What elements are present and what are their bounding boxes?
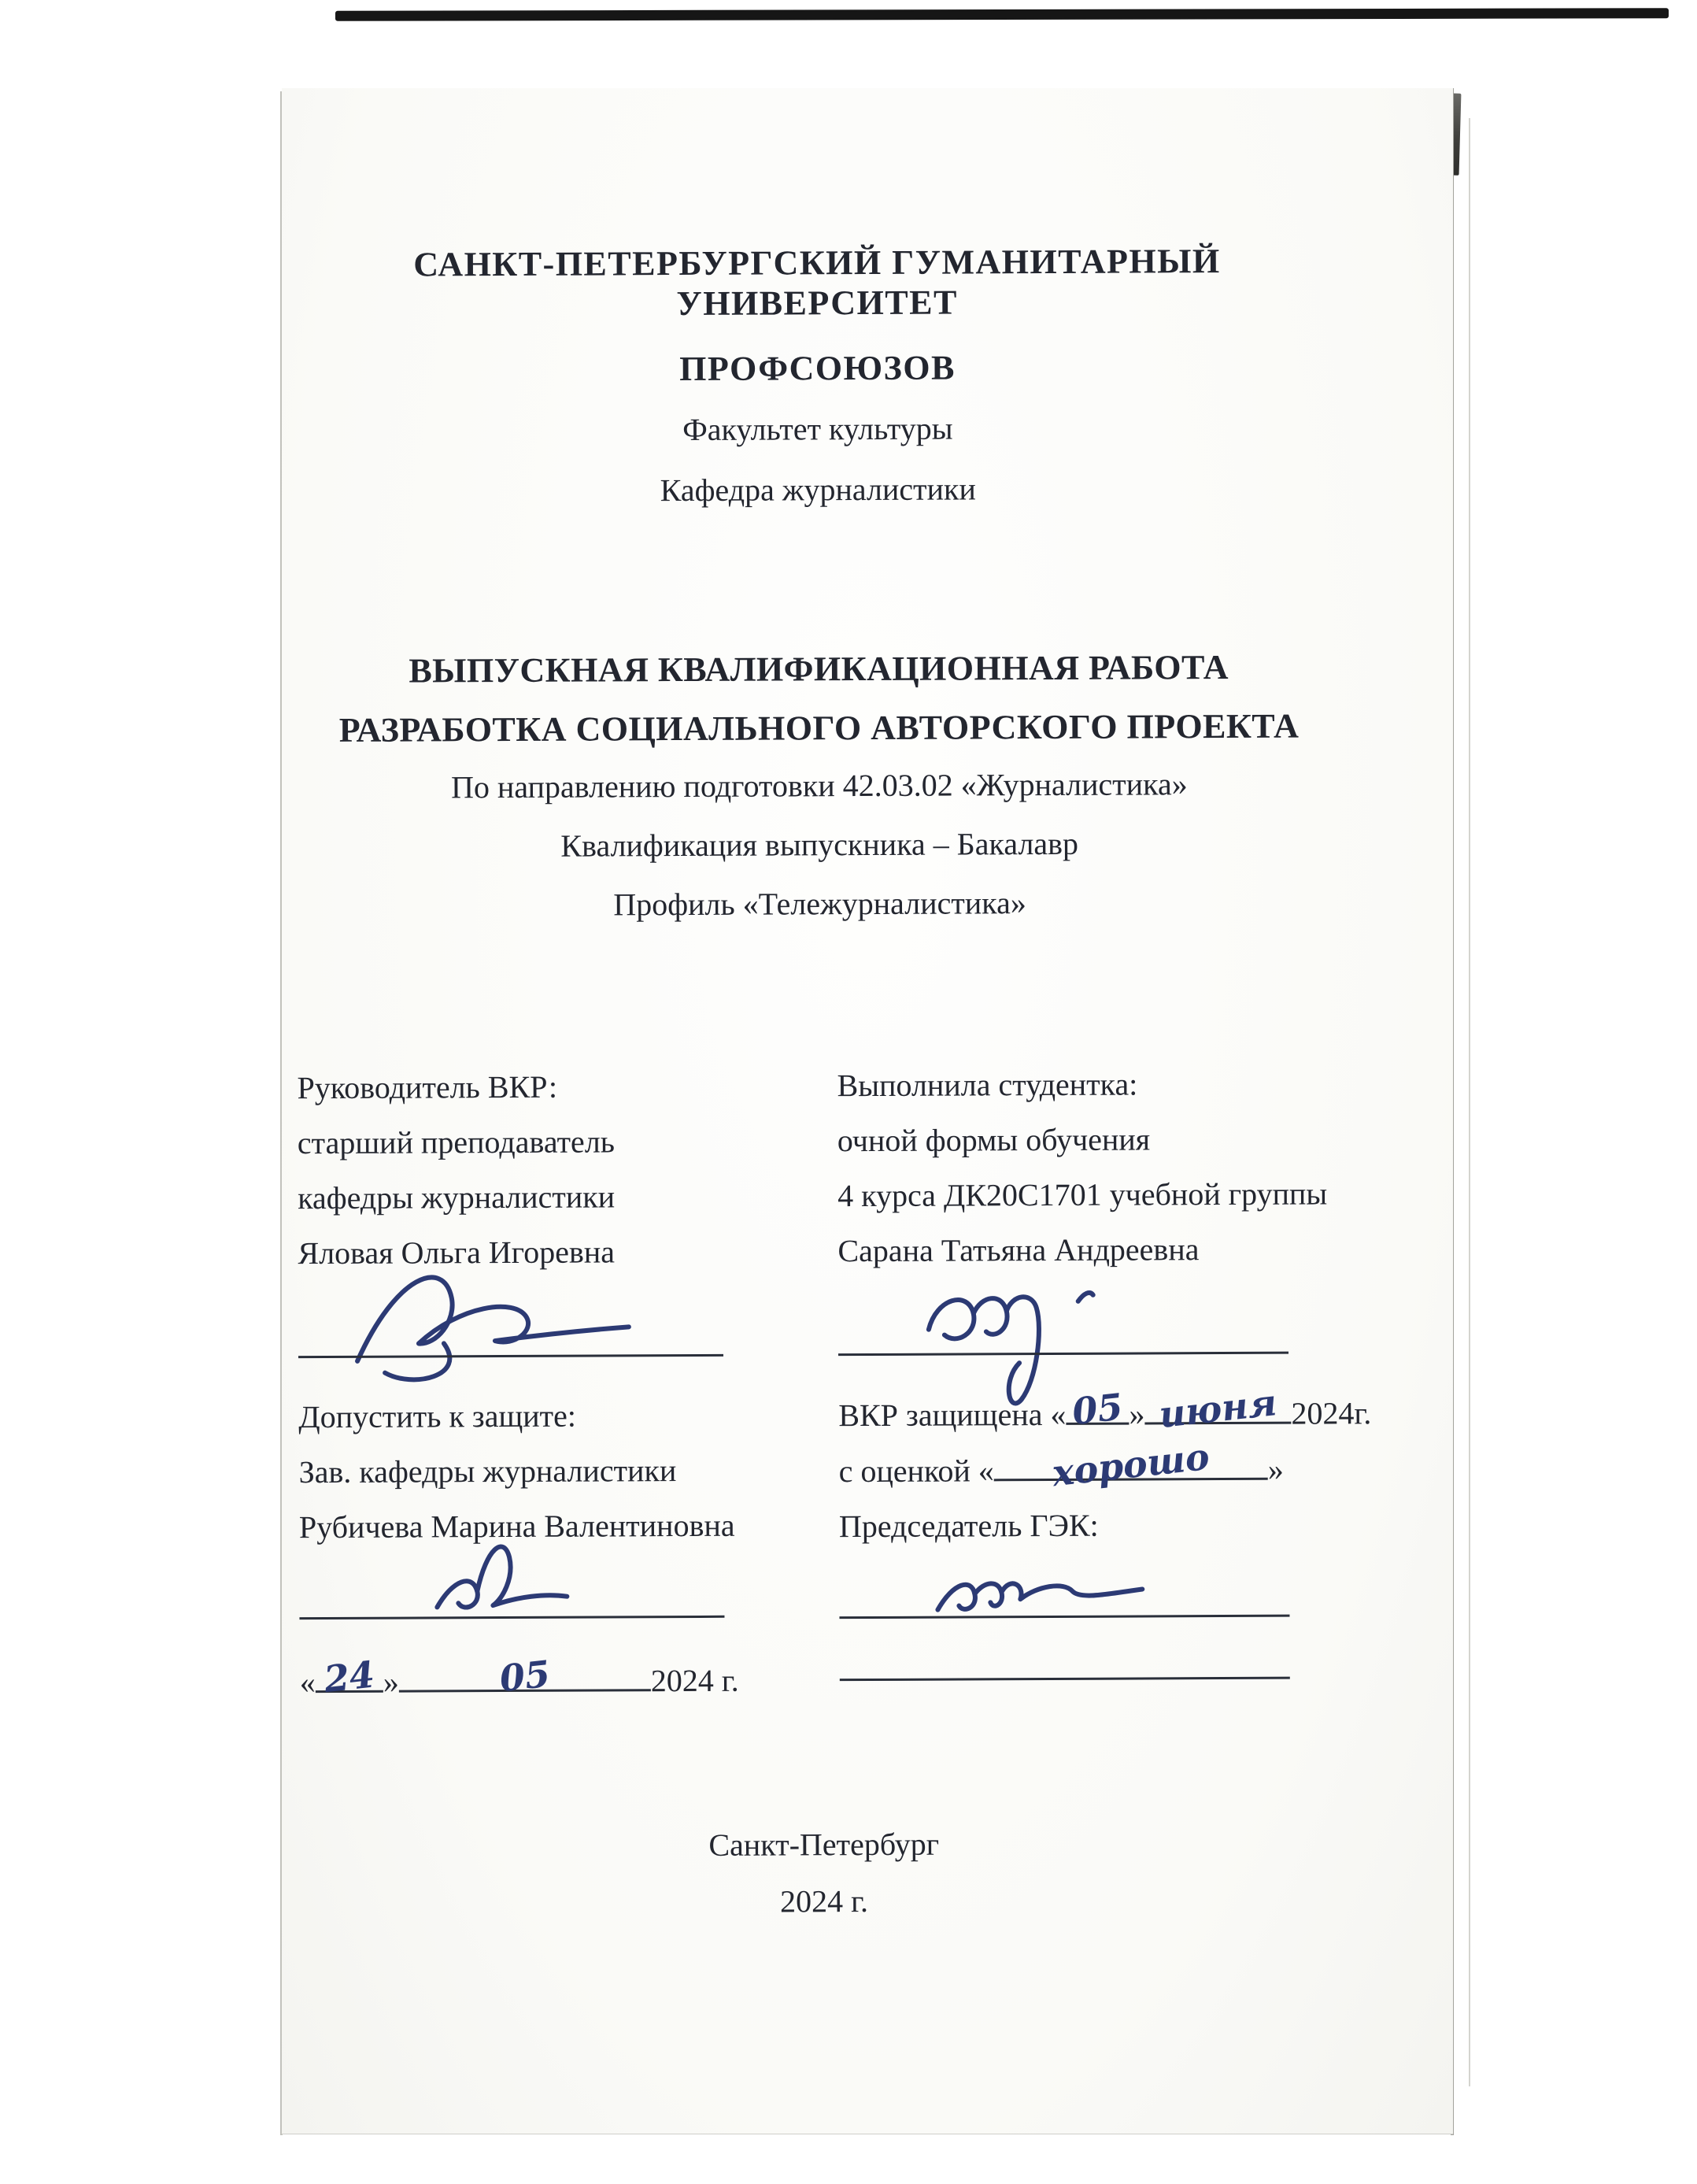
supervisor-signature-area: [298, 1279, 802, 1366]
grade-suffix: »: [1267, 1451, 1284, 1487]
chairman-signature-area: [839, 1552, 1437, 1627]
student-name: Сарана Татьяна Андреевна: [837, 1231, 1200, 1269]
admission-day-blank: [316, 1653, 383, 1701]
profile-line: Профиль «Тележурналистика»: [613, 885, 1026, 923]
direction-line: По направлению подготовки 42.03.02 «Журналистика»: [450, 766, 1188, 805]
university-name-line1: САНКТ-ПЕТЕРБУРГСКИЙ ГУМАНИТАРНЫЙ УНИВЕРСИТЕТ: [413, 242, 1221, 324]
admission-name: Рубичева Марина Валентиновна: [298, 1507, 735, 1545]
quote-close: »: [383, 1664, 399, 1700]
grade-prefix: с оценкой «: [838, 1453, 994, 1490]
student-column: [837, 1056, 1436, 1364]
admission-day-handwriting: 24: [322, 1653, 377, 1701]
work-title-block: [284, 646, 1355, 946]
admission-year: 2024 г.: [650, 1662, 739, 1699]
footer-city: Санкт-Петербург: [708, 1826, 940, 1863]
admission-defense-block: [298, 1381, 1460, 1710]
work-name-title: РАЗРАБОТКА СОЦИАЛЬНОГО АВТОРСКОГО ПРОЕКТА: [338, 706, 1300, 750]
chairman-label: Председатель ГЭК:: [838, 1507, 1099, 1545]
supervisor-column: [297, 1058, 802, 1366]
defense-day-handwriting: 05: [1070, 1385, 1126, 1434]
title-page-content: [282, 86, 1462, 2136]
admission-signature-area: [299, 1553, 803, 1627]
supervisor-label: Руководитель ВКР:: [297, 1068, 558, 1106]
chairman-signature-icon: [914, 1542, 1174, 1637]
footer-year: 2024 г.: [779, 1883, 869, 1919]
defense-month-blank: [1144, 1381, 1291, 1437]
supervisor-position-line2: кафедры журналистики: [298, 1179, 616, 1216]
supervisor-position-line1: старший преподаватель: [297, 1123, 616, 1161]
student-info-line2: 4 курса ДК20С1701 учебной группы: [837, 1175, 1328, 1214]
defense-column: [838, 1381, 1438, 1708]
defense-quote-close: »: [1129, 1396, 1145, 1432]
qualification-line: Квалификация выпускника – Бакалавр: [560, 825, 1079, 864]
title-page: [282, 88, 1453, 2134]
grade-row: [838, 1434, 1437, 1499]
grade-handwriting: хорошо: [1050, 1434, 1212, 1495]
university-name-line2: ПРОФСОЮЗОВ: [679, 348, 956, 389]
student-info-line1: очной формы обучения: [837, 1121, 1151, 1159]
defense-month-handwriting: июня: [1157, 1381, 1279, 1437]
chairman-extra-blank-line: [840, 1677, 1290, 1681]
footer-block: [290, 1814, 1359, 1932]
defense-date-row: [838, 1381, 1436, 1443]
supervisor-student-block: [297, 1056, 1459, 1366]
page-right-edge-shadow: [1469, 118, 1470, 2086]
defense-year: 2024г.: [1291, 1395, 1372, 1431]
supervisor-signature-icon: [321, 1242, 660, 1401]
quote-open: «: [299, 1664, 316, 1701]
supervisor-name: Яловая Ольга Игоревна: [298, 1234, 616, 1272]
admission-label: Допустить к защите:: [298, 1397, 577, 1435]
admission-position: Зав. кафедры журналистики: [298, 1453, 677, 1490]
faculty-line: Факультет культуры: [682, 410, 953, 448]
admission-month-handwriting: 05: [497, 1652, 553, 1701]
admission-date-row: [300, 1652, 804, 1710]
scan-artifact-top-bar: [335, 8, 1669, 21]
student-signature-area: [838, 1276, 1436, 1364]
admission-column: [298, 1387, 804, 1710]
university-header: [283, 240, 1353, 534]
department-line: Кафедра журналистики: [660, 471, 976, 509]
defense-prefix: ВКР защищена «: [838, 1396, 1067, 1434]
grade-blank: [994, 1434, 1268, 1495]
department-head-signature-icon: [401, 1523, 623, 1642]
student-label: Выполнила студентка:: [837, 1066, 1138, 1104]
work-type-title: ВЫПУСКНАЯ КВАЛИФИКАЦИОННАЯ РАБОТА: [409, 648, 1229, 690]
admission-month-blank: [399, 1652, 651, 1701]
defense-day-blank: [1066, 1385, 1129, 1434]
